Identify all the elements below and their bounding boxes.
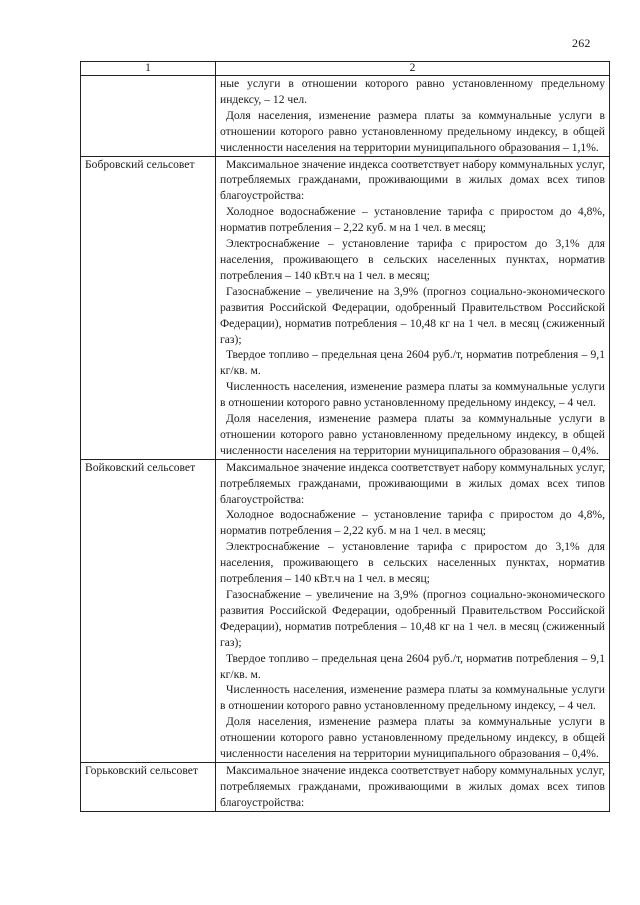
description-paragraph: Твердое топливо – предельная цена 2604 руб./т, норматив потребления – 9,1 кг/кв. м. (220, 348, 605, 378)
description-paragraph: Газоснабжение – увеличение на 3,9% (прогноз социально-экономического развития Российской Федерации, одобренный Правительством Российской Федерации), норматив потребления – 10,48 кг на 1 чел. в месяц (сжиженный газ); (220, 588, 605, 649)
index-description (216, 762, 610, 811)
municipality-name: Войковский сельсовет (81, 459, 216, 762)
description-paragraph: Твердое топливо – предельная цена 2604 руб./т, норматив потребления – 9,1 кг/кв. м. (220, 651, 605, 681)
description-paragraph: ные услуги в отношении которого равно установленному предельному индексу, – 12 чел. (220, 77, 605, 106)
description-paragraph: Газоснабжение – увеличение на 3,9% (прогноз социально-экономического развития Российской Федерации, одобренный Правительством Российской Федерации), норматив потребления – 10,48 кг на 1 чел. в месяц (сжиженный газ); (220, 284, 605, 346)
table-row (81, 762, 610, 811)
index-description (216, 76, 610, 157)
table-row (81, 76, 610, 157)
description-paragraph: Максимальное значение индекса соответствует набору коммунальных услуг, потребляемых гражданами, проживающими в жилых домах всех типов благоустройства: (220, 157, 605, 203)
description-paragraph: Доля населения, изменение размера платы за коммунальные услуги в отношении которого равно установленному предельному индексу, в общей численности населения на территории муниципального образования – 0,4%. (220, 412, 605, 457)
municipality-name: Горьковский сельсовет (81, 762, 216, 811)
table-row (81, 459, 610, 762)
description-paragraph: Электроснабжение – установление тарифа с приростом до 3,1% для населения, проживающего в сельских населенных пунктах, норматив потребления – 140 кВт.ч на 1 чел. в месяц; (220, 237, 605, 282)
description-paragraph: Доля населения, изменение размера платы за коммунальные услуги в отношении которого равно установленному предельному индексу, в общей численности населения на территории муниципального образования – 0,4%. (220, 715, 605, 761)
description-paragraph: Холодное водоснабжение – установление тарифа с приростом до 4,8%, норматив потребления – 2,22 куб. м на 1 чел. в месяц; (220, 508, 605, 538)
description-paragraph: Максимальное значение индекса соответствует набору коммунальных услуг, потребляемых гражданами, проживающими в жилых домах всех типов благоустройства: (220, 763, 605, 809)
table-header-row (81, 62, 610, 76)
table-row (81, 156, 610, 459)
page-number: 262 (572, 36, 591, 50)
municipality-name: Бобровский сельсовет (81, 156, 216, 459)
index-description (216, 156, 610, 459)
column-header-1: 1 (81, 62, 216, 76)
description-paragraph: Численность населения, изменение размера платы за коммунальные услуги в отношении которого равно установленному предельному индексу, – 4 чел. (220, 380, 605, 410)
description-paragraph: Доля населения, изменение размера платы за коммунальные услуги в отношении которого равно установленному предельному индексу, в общей численности населения на территории муниципального образования – 1,1%. (220, 108, 605, 154)
municipality-name (81, 76, 216, 157)
description-paragraph: Численность населения, изменение размера платы за коммунальные услуги в отношении которого равно установленному предельному индексу, – 4 чел. (220, 683, 605, 713)
index-description (216, 459, 610, 762)
column-header-2: 2 (216, 62, 610, 76)
description-paragraph: Максимальное значение индекса соответствует набору коммунальных услуг, потребляемых гражданами, проживающими в жилых домах всех типов благоустройства: (220, 460, 605, 506)
table-body (81, 76, 610, 812)
description-paragraph: Холодное водоснабжение – установление тарифа с приростом до 4,8%, норматив потребления – 2,22 куб. м на 1 чел. в месяц; (220, 205, 605, 235)
tariff-table (80, 61, 610, 812)
description-paragraph: Электроснабжение – установление тарифа с приростом до 3,1% для населения, проживающего в сельских населенных пунктах, норматив потребления – 140 кВт.ч на 1 чел. в месяц; (220, 540, 605, 586)
